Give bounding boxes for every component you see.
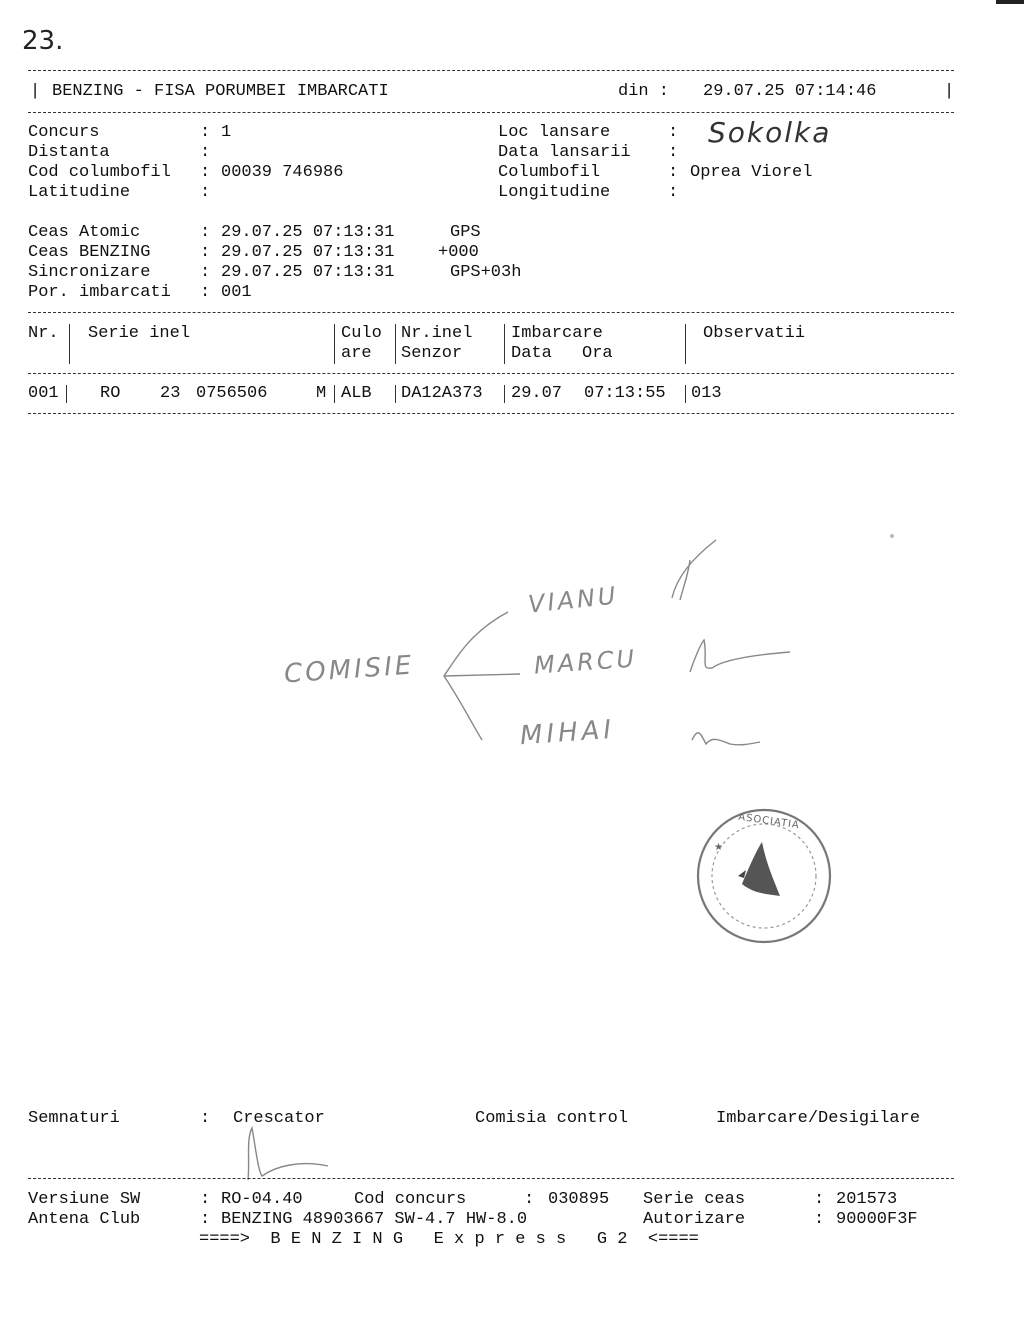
header-din-value: 29.07.25 07:14:46 bbox=[703, 82, 877, 101]
semnaturi-comisia: Comisia control bbox=[475, 1109, 629, 1128]
por-imbarcati-value: 001 bbox=[221, 283, 252, 302]
versiune-label: Versiune SW bbox=[28, 1190, 141, 1209]
sincronizare-extra: GPS+03h bbox=[450, 263, 522, 282]
col-header-serie: Serie inel bbox=[88, 324, 191, 343]
col-header-culo-2: are bbox=[341, 344, 372, 363]
col-header-nrinel: Nr.inel bbox=[401, 324, 473, 343]
cod-concurs-value: 030895 bbox=[548, 1190, 610, 1209]
data-lansarii-colon: : bbox=[668, 143, 679, 162]
row-nr: 001 bbox=[28, 384, 59, 403]
serie-ceas-colon: : bbox=[814, 1190, 825, 1209]
columbofil-label: Columbofil bbox=[498, 163, 601, 182]
por-imbarcati-colon: : bbox=[200, 283, 211, 302]
sincronizare-value: 29.07.25 07:13:31 bbox=[221, 263, 395, 282]
latitudine-label: Latitudine bbox=[28, 183, 131, 202]
row-ora: 07:13:55 bbox=[584, 384, 666, 403]
scan-edge-mark bbox=[996, 0, 1024, 4]
semnaturi-imbarcare: Imbarcare/Desigilare bbox=[716, 1109, 921, 1128]
handwritten-comisie: COMISIE bbox=[283, 650, 416, 690]
cod-concurs-colon: : bbox=[524, 1190, 535, 1209]
antena-label: Antena Club bbox=[28, 1210, 141, 1229]
autorizare-colon: : bbox=[814, 1210, 825, 1229]
loc-lansare-colon: : bbox=[668, 123, 679, 142]
col-header-imbarcare: Imbarcare bbox=[511, 324, 603, 343]
versiune-value: RO-04.40 bbox=[221, 1190, 303, 1209]
header-left-bar: | bbox=[30, 82, 41, 101]
sincronizare-label: Sincronizare bbox=[28, 263, 151, 282]
distanta-label: Distanta bbox=[28, 143, 110, 162]
association-stamp bbox=[694, 806, 834, 946]
concurs-label: Concurs bbox=[28, 123, 100, 142]
cod-columbofil-colon: : bbox=[200, 163, 211, 182]
col-header-senzor: Senzor bbox=[401, 344, 463, 363]
antena-value: BENZING 48903667 SW-4.7 HW-8.0 bbox=[221, 1210, 528, 1229]
row-tara: RO bbox=[100, 384, 121, 403]
svg-text:★: ★ bbox=[714, 842, 723, 853]
semnaturi-label: Semnaturi bbox=[28, 1109, 120, 1128]
row-sex: M bbox=[316, 384, 327, 403]
ceas-benzing-extra: +000 bbox=[438, 243, 479, 262]
loc-lansare-label: Loc lansare bbox=[498, 123, 611, 142]
distanta-colon: : bbox=[200, 143, 211, 162]
serie-ceas-value: 201573 bbox=[836, 1190, 898, 1209]
longitudine-colon: : bbox=[668, 183, 679, 202]
row-an: 23 bbox=[160, 384, 181, 403]
ceas-atomic-label: Ceas Atomic bbox=[28, 223, 141, 242]
concurs-colon: : bbox=[200, 123, 211, 142]
ceas-benzing-colon: : bbox=[200, 243, 211, 262]
versiune-colon: : bbox=[200, 1190, 211, 1209]
data-lansarii-label: Data lansarii bbox=[498, 143, 631, 162]
cod-columbofil-label: Cod columbofil bbox=[28, 163, 171, 182]
semnaturi-colon: : bbox=[200, 1109, 211, 1128]
ceas-benzing-label: Ceas BENZING bbox=[28, 243, 151, 262]
row-senzor: DA12A373 bbox=[401, 384, 483, 403]
benzing-banner: ====> B E N Z I N G E x p r e s s G 2 <==== bbox=[199, 1230, 699, 1249]
concurs-value: 1 bbox=[221, 123, 232, 142]
handwritten-name-3: MIHAI bbox=[519, 714, 617, 752]
page-number: 23. bbox=[22, 26, 64, 56]
por-imbarcati-label: Por. imbarcati bbox=[28, 283, 171, 302]
serie-ceas-label: Serie ceas bbox=[643, 1190, 746, 1209]
handwritten-loc-lansare: Sokolka bbox=[708, 116, 832, 149]
header-title: BENZING - FISA PORUMBEI IMBARCATI bbox=[52, 82, 389, 101]
longitudine-label: Longitudine bbox=[498, 183, 611, 202]
cod-concurs-label: Cod concurs bbox=[354, 1190, 467, 1209]
ceas-atomic-extra: GPS bbox=[450, 223, 481, 242]
ceas-atomic-colon: : bbox=[200, 223, 211, 242]
columbofil-colon: : bbox=[668, 163, 679, 182]
autorizare-value: 90000F3F bbox=[836, 1210, 918, 1229]
col-header-nr: Nr. bbox=[28, 324, 59, 343]
stamp-text: ASOCIATIA bbox=[737, 811, 801, 832]
col-header-ora: Ora bbox=[582, 344, 613, 363]
autorizare-label: Autorizare bbox=[643, 1210, 746, 1229]
col-header-culo: Culo bbox=[341, 324, 382, 343]
header-din-label: din : bbox=[618, 82, 670, 101]
antena-colon: : bbox=[200, 1210, 211, 1229]
header-right-bar: | bbox=[944, 82, 955, 101]
row-data: 29.07 bbox=[511, 384, 563, 403]
row-culoare: ALB bbox=[341, 384, 372, 403]
row-inel: 0756506 bbox=[196, 384, 268, 403]
ceas-benzing-value: 29.07.25 07:13:31 bbox=[221, 243, 395, 262]
footer-top-rule bbox=[28, 1178, 954, 1179]
semnaturi-crescator: Crescator bbox=[233, 1109, 325, 1128]
cod-columbofil-value: 00039 746986 bbox=[221, 163, 344, 182]
row-observatii: 013 bbox=[691, 384, 722, 403]
latitudine-colon: : bbox=[200, 183, 211, 202]
columbofil-value: Oprea Viorel bbox=[690, 163, 813, 182]
handwritten-name-1: VIANU bbox=[526, 581, 620, 619]
sincronizare-colon: : bbox=[200, 263, 211, 282]
col-header-observatii: Observatii bbox=[703, 324, 806, 343]
handwritten-name-2: MARCU bbox=[533, 644, 638, 680]
ceas-atomic-value: 29.07.25 07:13:31 bbox=[221, 223, 395, 242]
col-header-data: Data bbox=[511, 344, 552, 363]
